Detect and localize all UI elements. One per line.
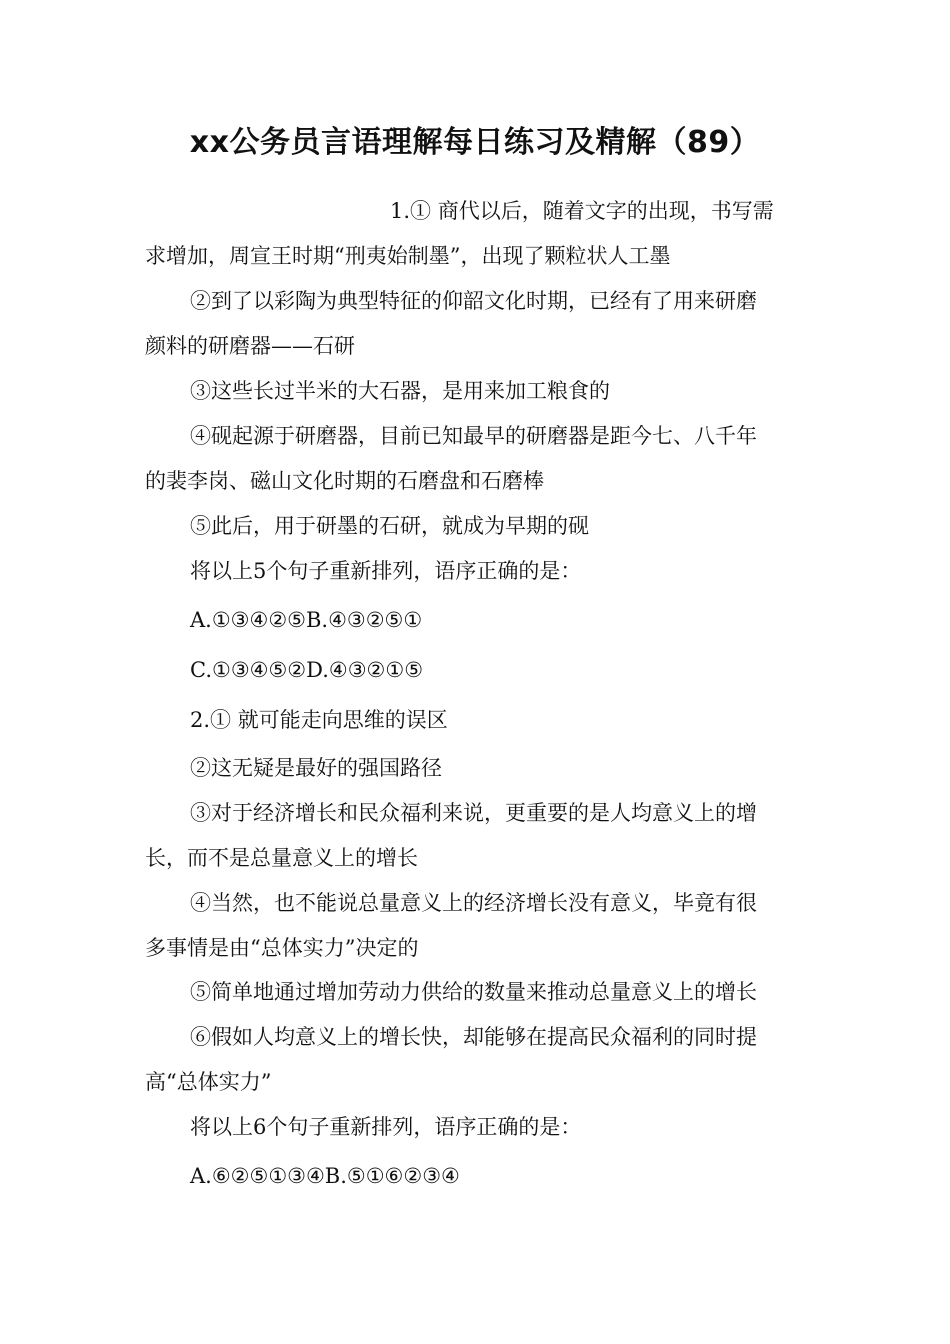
q2-sentence-6-line-1: ⑥假如人均意义上的增长快，却能够在提高民众福利的同时提 <box>190 1025 757 1049</box>
q2-sentence-5: ⑤简单地通过增加劳动力供给的数量来推动总量意义上的增长 <box>190 980 757 1004</box>
q2-prompt: 将以上6个句子重新排列，语序正确的是： <box>190 1115 582 1139</box>
q1-sentence-3: ③这些长过半米的大石器，是用来加工粮食的 <box>190 379 610 403</box>
q2-sentence-3-line-1: ③对于经济增长和民众福利来说，更重要的是人均意义上的增 <box>190 801 757 825</box>
q1-options-ab: A.①③④②⑤B.④③②⑤① <box>190 608 423 632</box>
document-title: xx公务员言语理解每日练习及精解（89） <box>189 125 761 160</box>
q2-sentence-1: 2.① 就可能走向思维的误区 <box>190 708 448 732</box>
q2-options-ab: A.⑥②⑤①③④B.⑤①⑥②③④ <box>190 1164 460 1188</box>
q1-sentence-1-line-1: 1.① 商代以后，随着文字的出现，书写需 <box>390 199 774 223</box>
q2-sentence-3-line-2: 长，而不是总量意义上的增长 <box>145 846 418 870</box>
q2-sentence-4-line-1: ④当然，也不能说总量意义上的经济增长没有意义，毕竟有很 <box>190 891 757 915</box>
q2-sentence-6-line-2: 高“总体实力” <box>145 1070 272 1094</box>
q1-sentence-4-line-1: ④砚起源于研磨器，目前已知最早的研磨器是距今七、八千年 <box>190 424 757 448</box>
q1-options-cd: C.①③④⑤②D.④③②①⑤ <box>190 658 424 682</box>
q1-sentence-1-line-2: 求增加，周宣王时期“刑夷始制墨”，出现了颗粒状人工墨 <box>145 244 671 268</box>
q1-prompt: 将以上5个句子重新排列，语序正确的是： <box>190 559 582 583</box>
q2-sentence-4-line-2: 多事情是由“总体实力”决定的 <box>145 936 419 960</box>
q1-sentence-2-line-2: 颜料的研磨器——石研 <box>145 334 355 358</box>
q1-sentence-5: ⑤此后，用于研墨的石研，就成为早期的砚 <box>190 514 589 538</box>
q1-sentence-2-line-1: ②到了以彩陶为典型特征的仰韶文化时期，已经有了用来研磨 <box>190 289 757 313</box>
q2-sentence-2: ②这无疑是最好的强国路径 <box>190 756 442 780</box>
q1-sentence-4-line-2: 的裴李岗、磁山文化时期的石磨盘和石磨棒 <box>145 469 544 493</box>
